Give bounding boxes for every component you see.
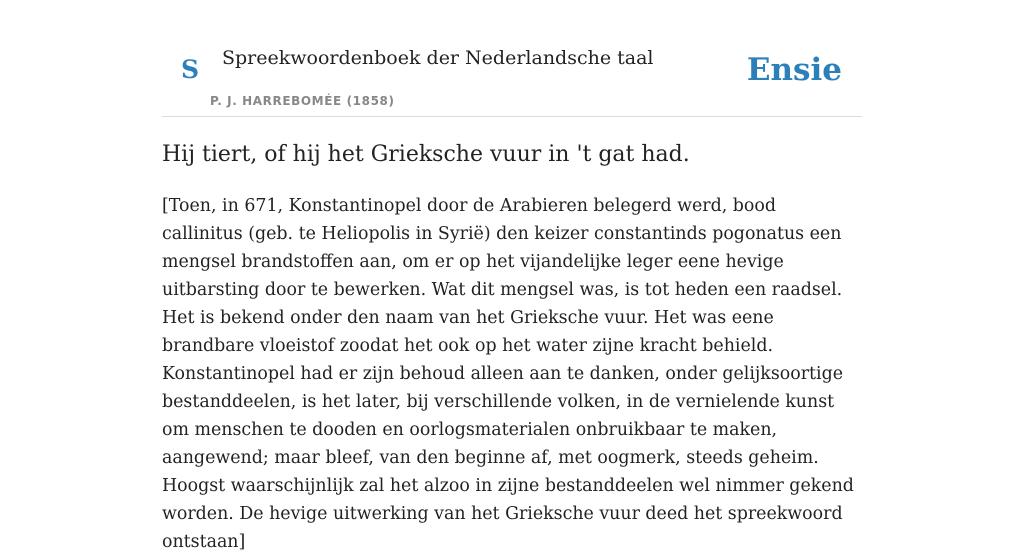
book-badge[interactable]: S	[180, 55, 200, 84]
book-author: P. J. HARREBOMÉE (1858)	[210, 94, 395, 108]
book-title-link[interactable]: Spreekwoordenboek der Nederlandsche taal	[222, 47, 654, 69]
entry-body: [Toen, in 671, Konstantinopel door de Arabieren belegerd werd, bood callinitus (geb. te Heliopolis in Syrië) den keizer constantinds pogonatus een mengsel brandstoffen aan, om er op het vijandelijke leger eene hevige uitbarsting door te bewerken. Wat dit mengsel was, is tot heden een raadsel. Het is bekend onder den naam van het Grieksche vuur. Het was eene brandbare vloeistof zoodat het ook op het water zijne kracht behield. Konstantinopel had er zijn behoud alleen aan te danken, onder gelijksoortige bestanddeelen, is het later, bij verschillende volken, in de vernielende kunst om menschen te dooden en oorlogsmaterialen onbruikbaar te maken, aangewend; maar bleef, van den beginne af, met oogmerk, steeds geheim. Hoogst waarschijnlijk zal het alzoo in zijne bestanddeelen wel nimmer gekend worden. De hevige uitwerking van het Grieksche vuur deed het spreekwoord ontstaan]	[162, 196, 854, 552]
book-header	[162, 0, 862, 117]
entry-title: Hij tiert, of hij het Grieksche vuur in 't gat had.	[162, 142, 690, 167]
ensie-logo-link[interactable]: Ensie	[746, 52, 842, 88]
